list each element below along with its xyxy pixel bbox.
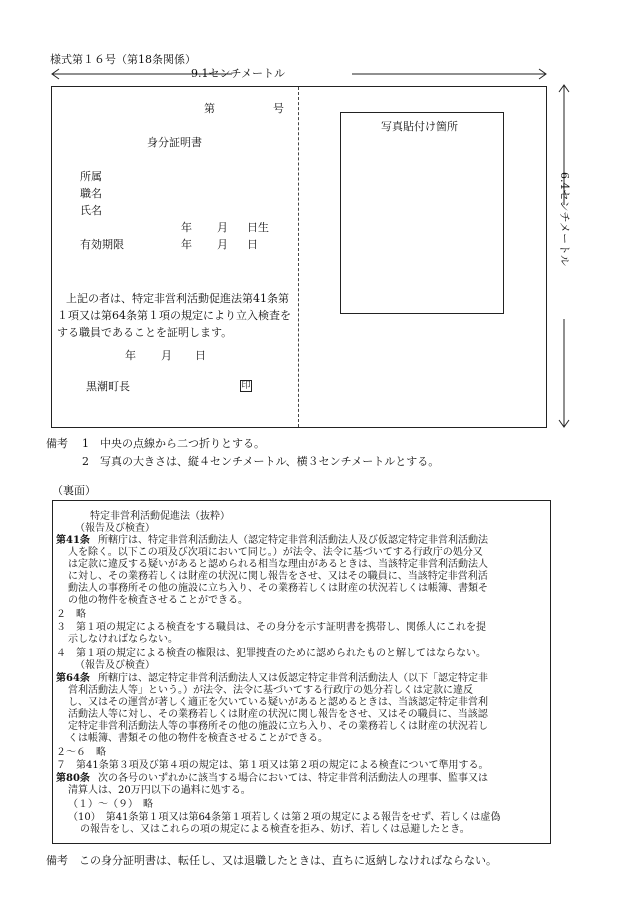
birth-day: 日生	[247, 221, 269, 234]
back-line: 活動法人等に対し、その業務若しくは財産の状況に関し報告をさせ、又はその職員に、当該認	[68, 709, 488, 720]
validity-day: 日	[247, 238, 258, 251]
back-line: 次の各号のいずれかに該当する場合においては、特定非営利活動法人の理事、監事又は	[98, 773, 488, 784]
birth-month: 月	[217, 221, 228, 234]
section-heading: （報告及び検査）	[75, 523, 155, 534]
article-label: 第80条	[56, 773, 90, 784]
back-line: 人を除く。以下この項及び次項において同じ。）が法令、法令に基づいてする行政庁の処分又	[68, 547, 483, 558]
back-line: 定特定非営利活動法人等の事務所その他の施設に立ち入り、その業務若しくは財産の状況若し	[68, 721, 488, 732]
issue-day: 日	[195, 349, 206, 362]
back-line: に対し、その業務若しくは財産の状況に関し報告をさせ、又はその職員に、当該特定非営利活	[68, 571, 488, 582]
back-line: ２～６ 略	[56, 747, 106, 758]
birth-year: 年	[181, 221, 192, 234]
back-line: 清算人は、20万円以下の過料に処する。	[68, 785, 251, 796]
back-line: くは帳簿、書類その他の物件を検査させることができる。	[68, 733, 328, 744]
number-suffix: 号	[273, 102, 284, 115]
field-affiliation: 所属	[80, 170, 102, 183]
cert-line: 上記の者は、特定非営利活動促進法第41条第	[66, 292, 289, 305]
back-line: の報告をし、又はこれらの項の規定による検査を拒み、妨げ、若しくは忌避したとき。	[80, 824, 470, 835]
back-line: ３ 第１項の規定による検査をする職員は、その身分を示す証明書を携帯し、関係人にこれを提	[56, 622, 486, 633]
cert-line: する職員であることを証明します。	[57, 326, 233, 339]
back-line: し、又はその運営が著しく適正を欠いている疑いがあると認めるときは、当該認定特定非営利	[68, 697, 488, 708]
back-line: （10） 第41条第１項又は第64条第１項若しくは第２項の規定による報告をせず、若しくは虚偽	[68, 812, 501, 823]
back-line: 所轄庁は、認定特定非営利活動法人又は仮認定特定非営利活動法人（以下「認定特定非	[98, 673, 488, 684]
width-dimension-arrow	[50, 66, 550, 82]
form-title: 様式第１６号（第18条関係）	[50, 53, 196, 66]
photo-label: 写真貼付け箇所	[381, 120, 458, 133]
note-item: 2 写真の大きさは、縦４センチメートル、横３センチメートルとする。	[82, 455, 440, 468]
field-position: 職名	[80, 187, 102, 200]
validity-month: 月	[217, 238, 228, 251]
width-label: 9.1センチメートル	[191, 67, 286, 80]
back-line: ７ 第41条第３項及び第４項の規定は、第１項又は第２項の規定による検査について準用する。	[56, 760, 489, 771]
back-line: ２ 略	[56, 609, 86, 620]
fold-line	[298, 87, 299, 427]
photo-area	[340, 112, 504, 314]
issue-year: 年	[125, 349, 136, 362]
seal-mark: 印	[241, 381, 251, 391]
footer-note: 備考 この身分証明書は、転任し、又は退職したときは、直ちに返納しなければならない。	[46, 854, 497, 867]
back-line: 動法人の事務所その他の施設に立ち入り、その業務若しくは財産の状況若しくは帳簿、書類そ	[68, 583, 488, 594]
height-label: 6.4センチメートル	[558, 172, 571, 267]
back-line: は定款に違反する疑いがあると認められる相当な理由があるときは、当該特定非営利活動法人	[68, 559, 488, 570]
issuer: 黒潮町長	[86, 380, 130, 393]
back-line: 示しなければならない。	[68, 634, 178, 645]
back-line: （１）～（９） 略	[68, 799, 153, 810]
back-line: の他の物件を検査させることができる。	[68, 595, 248, 606]
note-item: 1 中央の点線から二つ折りとする。	[82, 437, 265, 450]
notes-label: 備考	[46, 437, 68, 450]
back-label: （裏面）	[52, 484, 96, 497]
section-heading: （報告及び検査）	[75, 660, 155, 671]
back-line: 所轄庁は、特定非営利活動法人（認定特定非営利活動法人及び仮認定特定非営利活動法	[98, 535, 488, 546]
issue-month: 月	[161, 349, 172, 362]
validity-year: 年	[181, 238, 192, 251]
card-title: 身分証明書	[147, 136, 202, 149]
cert-line: １項又は第64条第１項の規定により立入検査を	[57, 309, 291, 322]
validity-label: 有効期限	[80, 238, 124, 251]
back-title: 特定非営利活動促進法（抜粋）	[90, 511, 230, 522]
article-label: 第64条	[56, 673, 90, 684]
back-line: 営利活動法人等」という。）が法令、法令に基づいてする行政庁の処分若しくは定款に違反	[68, 685, 473, 696]
field-name: 氏名	[80, 204, 102, 217]
back-line: ４ 第１項の規定による検査の権限は、犯罪捜査のために認められたものと解してはならない。	[56, 648, 486, 659]
number-label: 第	[204, 102, 215, 115]
article-label: 第41条	[56, 535, 90, 546]
